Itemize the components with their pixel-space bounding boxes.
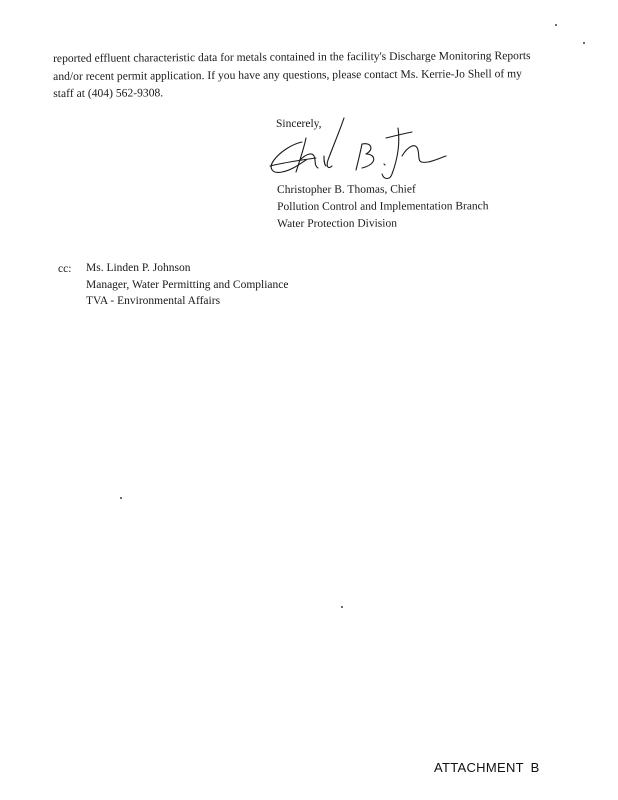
cc-label: cc: [58,263,72,275]
cc-recipient-org: TVA - Environmental Affairs [86,295,221,307]
scan-speck [120,497,122,499]
signature-block [277,181,489,233]
letter-body [53,47,573,103]
body-line-2: and/or recent permit application. If you have any questions, please contact Ms. Kerrie-Jo Shell of my [53,66,522,83]
cc-recipient-name: Ms. Linden P. Johnson [86,262,191,274]
cc-recipients [86,260,288,310]
signer-branch: Pollution Control and Implementation Branch [277,200,489,213]
body-line-1: reported effluent characteristic data for metals contained in the facility's Discharge Monitoring Reports [53,49,531,65]
scan-speck [555,24,557,26]
signer-division: Water Protection Division [277,217,397,230]
body-line-3: staff at (404) 562-9308. [53,86,164,100]
closing-salutation: Sincerely, [276,118,322,130]
handwritten-signature [262,116,452,188]
scan-speck [341,606,343,608]
signer-name-title: Christopher B. Thomas, Chief [277,183,416,196]
cc-recipient-title: Manager, Water Permitting and Compliance [86,278,289,291]
scan-speck [583,42,585,44]
attachment-label: ATTACHMENT B [434,760,540,775]
